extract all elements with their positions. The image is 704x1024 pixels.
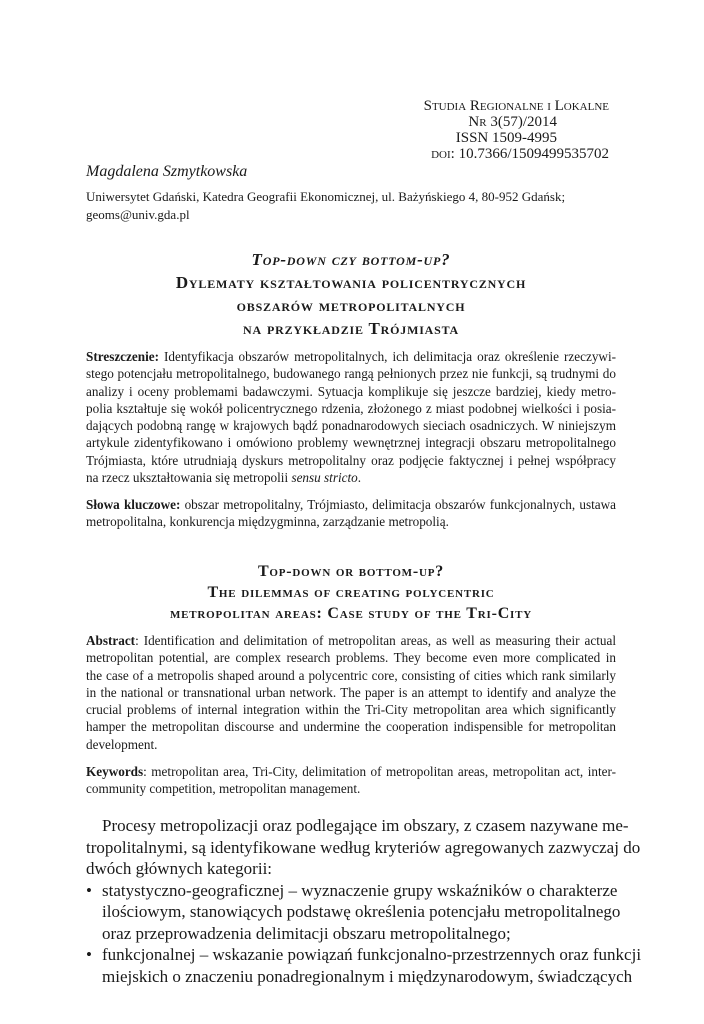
keywords-line: metropolitalna, konkurencja międzygminna, zarządzanie metropolią. [86, 514, 449, 530]
abstract-polish [86, 348, 616, 486]
abstract-line: hamper the metropolitan discourse and undermine the cooperation indispensible for metropolitan [86, 719, 616, 735]
abstract-line: artykule zidentyfikowano i omówiono problemy wewnętrznej integracji obszaru metropolitalnego [86, 435, 616, 451]
body-line: oraz przeprowadzenia delimitacji obszaru metropolitalnego; [102, 923, 511, 943]
bullet-icon: • [86, 880, 92, 900]
abstract-line: Streszczenie: Identyfikacja obszarów metropolitalnych, ich delimitacja oraz określenie rzeczywi- [86, 349, 616, 364]
abstract-line: in the national or transnational urban network. The paper is an attempt to identify and analyze the [86, 684, 616, 700]
keywords-polish [86, 496, 616, 531]
journal-name: Studia Regionalne i Lokalne [423, 98, 609, 114]
abstract-english [86, 632, 616, 753]
author-affiliation [86, 188, 616, 224]
abstract-label: Abstract [86, 633, 136, 648]
keywords-line: community competition, metropolitan management. [86, 781, 361, 797]
title-en-line: Top-down or bottom-up? [257, 563, 445, 580]
title-en-line: metropolitan areas: Case study of the Tri-City [169, 605, 533, 622]
bullet-icon: • [86, 945, 92, 964]
abstract-line: the case of a metropolis shaped around a polycentric core, consisting of cities which rank similarly [86, 667, 616, 683]
keywords-english [86, 763, 616, 798]
keywords-label: Keywords [86, 764, 144, 779]
abstract-line: Abstract: Identification and delimitation of metropolitan areas, as well as measuring their actual [86, 633, 616, 648]
title-en-line: The dilemmas of creating polycentric [207, 584, 495, 601]
title-pl-line: obszarów metropolitalnych [236, 296, 466, 315]
author-name: Magdalena Szmytkowska [86, 163, 248, 180]
journal-issue: Nr 3(57)/2014 [468, 114, 557, 130]
bullet-item [86, 944, 642, 987]
title-pl-line: na przykładzie Trójmiasta [243, 319, 459, 338]
keywords-line: Słowa kluczowe: obszar metropolitalny, Trójmiasto, delimitacja obszarów funkcjonalnych, ustawa [86, 497, 616, 512]
keywords-label: Słowa kluczowe: [86, 497, 181, 512]
abstract-label: Streszczenie: [86, 349, 159, 364]
author-email: geoms@univ.gda.pl [86, 207, 190, 222]
body-paragraph [86, 815, 641, 880]
body-line: dwóch głównych kategorii: [86, 859, 273, 878]
latin-phrase: sensu stricto [291, 470, 358, 486]
abstract-line: polia kształtuje się wokół policentrycznego rdzenia, złożonego z miast podobnej wielkości i posia- [86, 400, 616, 416]
title-pl-line: Top-down czy bottom-up? [251, 250, 451, 269]
journal-doi: doi: 10.7366/1509499535702 [431, 146, 609, 162]
body-line: ilościowym, stanowiących podstawę określenia potencjału metropolitalnego [102, 902, 621, 921]
abstract-line: crucial problems of internal integration within the Tri-City metropolitan area which significantly [86, 702, 616, 718]
bullet-item [86, 880, 621, 945]
abstract-line: development. [86, 736, 158, 752]
abstract-line: metropolitan potential, are complex research problems. They become even more complicated in [86, 650, 616, 666]
title-english [86, 561, 616, 624]
body-line: tropolitalnymi, są identyfikowane według kryteriów agregowanych zazwyczaj do [86, 837, 641, 857]
body-line: statystyczno-geograficznej – wyznaczenie grupy wskaźników o charakterze [102, 880, 618, 900]
abstract-line: analizy i oceny problemami badawczymi. Sytuacja komplikuje się jeszcze bardziej, kiedy metro- [86, 383, 616, 399]
title-polish [86, 248, 616, 340]
abstract-line: Trójmiasta, które utrudniają dyskurs metropolitalny oraz podjęcie faktycznej i pełnej współpracy [86, 452, 616, 468]
body-line: funkcjonalnej – wskazanie powiązań funkcjonalno-przestrzennych oraz funkcji [102, 945, 642, 964]
affiliation-line: Uniwersytet Gdański, Katedra Geografii Ekonomicznej, ul. Bażyńskiego 4, 80-952 Gdańsk; [86, 189, 566, 204]
abstract-line: dających podobną rangę w krajowych bądź ponadnarodowych sieciach osadniczych. W niniejszym [86, 418, 616, 434]
abstract-line: na rzecz ukształtowania się metropolii sensu stricto. [86, 470, 362, 486]
keywords-line: Keywords: metropolitan area, Tri-City, delimitation of metropolitan areas, metropolitan act, inter- [86, 764, 616, 779]
title-pl-line: Dylematy kształtowania policentrycznych [175, 273, 527, 292]
body-text [86, 815, 642, 987]
body-line: Procesy metropolizacji oraz podlegające im obszary, z czasem nazywane me- [102, 816, 629, 835]
journal-issn: ISSN 1509-4995 [455, 130, 557, 146]
abstract-line: stego potencjału metropolitalnego, budowanego rangą pełnionych przez nie funkcji, są trudnymi do [86, 366, 616, 382]
body-line: miejskich o znaczeniu ponadregionalnym i międzynarodowym, świadczących [102, 966, 633, 986]
journal-header [289, 98, 609, 162]
